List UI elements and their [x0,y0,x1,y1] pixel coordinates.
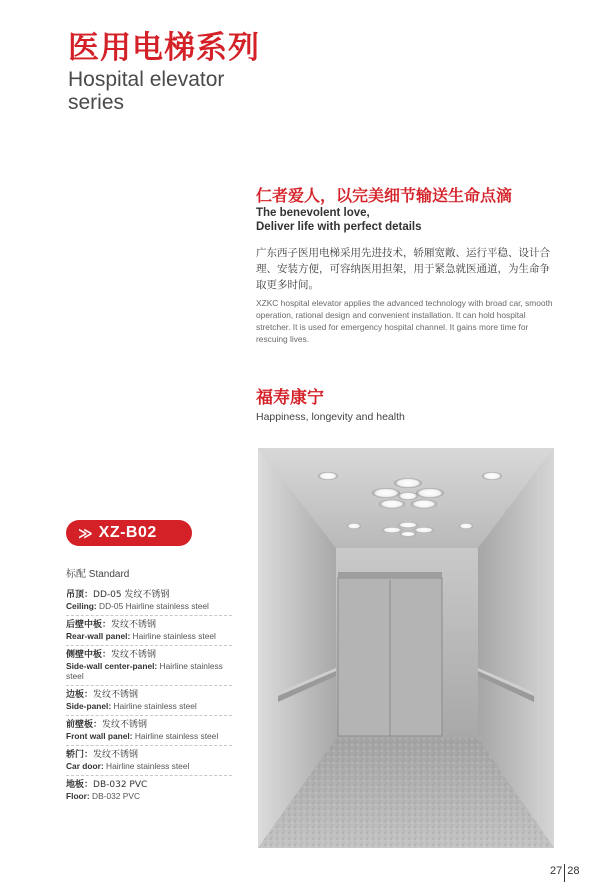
spec-label-cn: 地板： [66,780,94,790]
spec-label-cn: 前壁板： [66,720,103,730]
spec-value-en: Hairline stainless steel [103,761,190,771]
spec-label-en: Floor: [66,791,90,801]
slogan-en [256,206,422,234]
page-title-en-line1: Hospital elevator [68,68,225,91]
spec-value-en: Hairline stainless steel [130,631,216,641]
subtitle-cn: 福寿康宁 [256,388,324,408]
spec-value-cn: DB-032 PVC [93,780,148,790]
page-number-divider [564,864,565,882]
subtitle-en: Happiness, longevity and health [256,411,405,423]
page-number-left: 27 [550,864,563,877]
spec-value-en: DD-05 Hairline stainless steel [96,601,209,611]
elevator-illustration [258,448,554,848]
page-title-en-line2: series [68,91,125,114]
spec-label-en: Side-panel: [66,701,112,711]
spec-value-cn: 发纹不锈钢 [111,650,157,660]
spec-value-cn: 发纹不锈钢 [102,720,148,730]
elevator-car-photo [258,448,554,848]
spec-label-cn: 轿门： [66,750,94,760]
page-title-en [68,68,224,114]
description-en: XZKC hospital elevator applies the advanced technology with broad car, smooth operation, rational design and convenient installation. It can hold hospital stretcher. It is used for emergency hospital channel. It gains more time for rescuing lives. [256,298,553,344]
spec-label-en: Side-wall center-panel: [66,661,158,671]
slogan-cn: 仁者爱人，以完美细节输送生命点滴 [256,186,513,205]
spec-item-ceiling [66,586,232,616]
spec-list [66,586,232,805]
spec-value-cn: 发纹不锈钢 [93,750,139,760]
spec-label-en: Rear-wall panel: [66,631,131,641]
slogan-en-line2: Deliver life with perfect details [256,221,422,233]
spec-label-en: Front wall panel: [66,731,133,741]
spec-value-cn: 发纹不锈钢 [111,620,157,630]
specs-heading: 标配 Standard [66,569,130,580]
spec-value-en: Hairline stainless steel [111,701,197,711]
page-title-cn: 医用电梯系列 [68,30,260,66]
spec-label-cn: 侧壁中板： [66,650,112,660]
spec-label-cn: 边板： [66,690,94,700]
page-number [550,862,580,880]
model-name: XZ-B02 [98,524,157,541]
slogan-en-line1: The benevolent love, [256,207,370,219]
spec-label-en: Ceiling: [66,601,97,611]
spec-item-floor [66,776,232,805]
spec-item-rear-wall [66,616,232,646]
model-badge [66,520,192,546]
description-cn: 广东西子医用电梯采用先进技术，轿厢宽敞、运行平稳、设计合理、安装方便，可容纳医用担架，用于紧急就医通道，为生命争取更多时间。 [256,247,550,291]
spec-label-en: Car door: [66,761,104,771]
spec-value-en: Hairline stainless steel [66,661,223,681]
spec-item-front-wall [66,716,232,746]
spec-label-cn: 吊顶： [66,590,94,600]
spec-value-en: Hairline stainless steel [132,731,219,741]
page-number-right: 28 [567,864,580,877]
double-chevron-icon: ≫ [78,524,91,541]
spec-value-cn: 发纹不锈钢 [93,690,139,700]
spec-item-car-door [66,746,232,776]
spec-item-side-panel [66,686,232,716]
spec-value-cn: DD-05 发纹不锈钢 [93,590,170,600]
spec-item-side-wall-center [66,646,232,686]
spec-label-cn: 后壁中板： [66,620,112,630]
spec-value-en: DB-032 PVC [89,791,141,801]
